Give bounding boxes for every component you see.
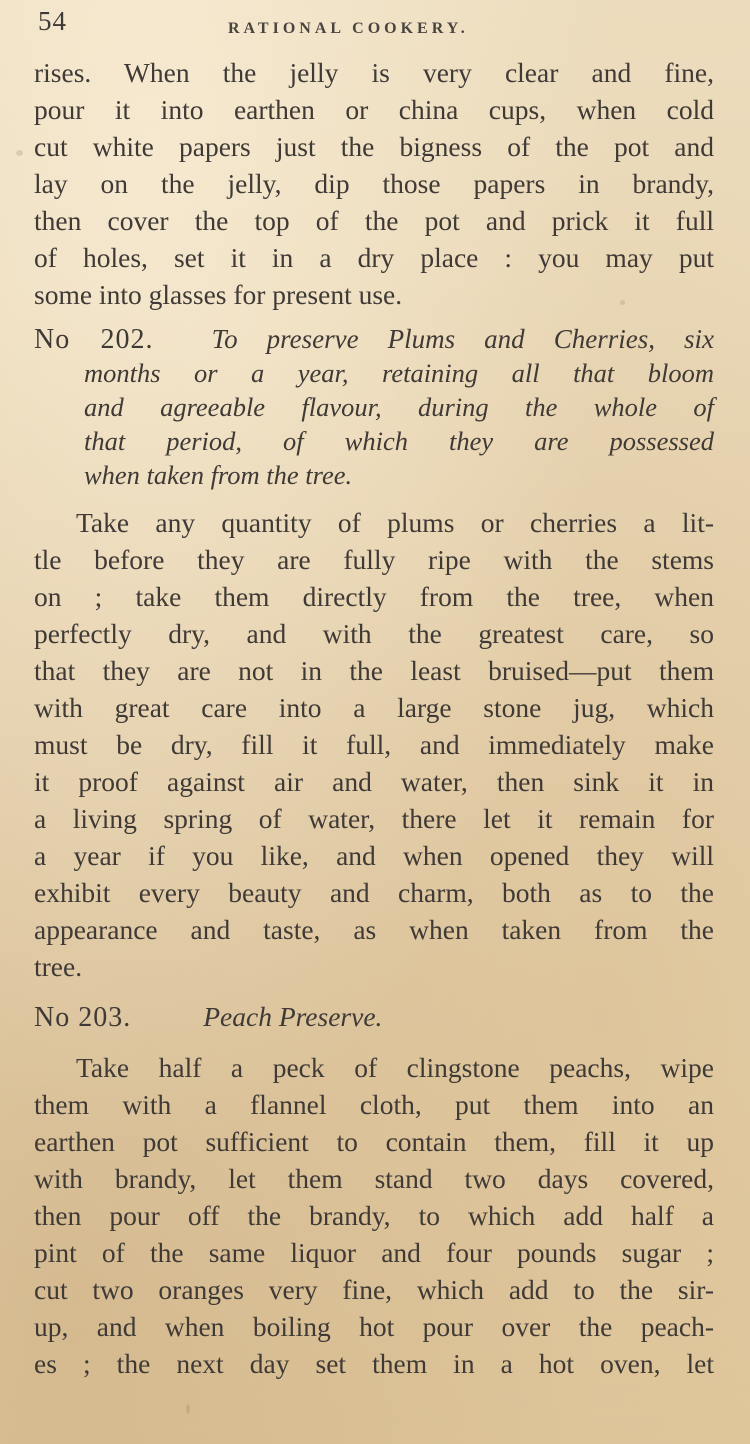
- recipe-203-body: [34, 1049, 714, 1382]
- text-line: Take half a peck of clingstone peachs, wipe: [76, 1052, 714, 1083]
- recipe-203-heading: [34, 997, 714, 1037]
- text-line: earthen pot sufficient to contain them, fill it up: [34, 1126, 714, 1157]
- recipe-202-number: No 202.: [34, 324, 154, 355]
- recipe-202-title-line: when taken from the tree.: [84, 460, 353, 490]
- page-text: [34, 54, 714, 1382]
- text-line: it proof against air and water, then sink it in: [34, 766, 714, 797]
- text-line: lay on the jelly, dip those papers in brandy,: [34, 168, 714, 199]
- recipe-202-body: [34, 504, 714, 985]
- text-line: some into glasses for present use.: [34, 279, 403, 310]
- text-line: that they are not in the least bruised—put them: [34, 655, 714, 686]
- text-line: with great care into a large stone jug, which: [34, 692, 714, 723]
- ink-speck: [16, 150, 23, 156]
- recipe-203-title: Peach Preserve.: [203, 1001, 383, 1032]
- running-head: RATIONAL COOKERY.: [228, 20, 469, 37]
- page-header: [38, 6, 720, 38]
- text-line: rises. When the jelly is very clear and fine,: [34, 57, 714, 88]
- text-line: a living spring of water, there let it remain for: [34, 803, 714, 834]
- ink-speck: [186, 1404, 190, 1414]
- text-line: es ; the next day set them in a hot oven, let: [34, 1348, 714, 1379]
- text-line: pour it into earthen or china cups, when cold: [34, 94, 714, 125]
- page-number: 54: [38, 6, 67, 36]
- recipe-203-number: No 203.: [34, 1002, 132, 1033]
- text-line: then pour off the brandy, to which add half a: [34, 1200, 714, 1231]
- recipe-202-title-start: To preserve Plums and Cherries, six: [211, 324, 714, 354]
- recipe-202-title-line: that period, of which they are possessed: [84, 426, 714, 456]
- text-line: then cover the top of the pot and prick it full: [34, 205, 714, 236]
- intro-paragraph: [34, 54, 714, 313]
- text-line: tree.: [34, 951, 83, 982]
- text-line: perfectly dry, and with the greatest care, so: [34, 618, 714, 649]
- recipe-202-title-line: months or a year, retaining all that bloom: [84, 358, 714, 388]
- recipe-202-heading: [34, 322, 714, 492]
- text-line: cut white papers just the bigness of the pot and: [34, 131, 714, 162]
- text-line: with brandy, let them stand two days covered,: [34, 1163, 714, 1194]
- text-line: appearance and taste, as when taken from the: [34, 914, 714, 945]
- text-line: up, and when boiling hot pour over the peach-: [34, 1311, 714, 1342]
- text-line: of holes, set it in a dry place : you may put: [34, 242, 714, 273]
- recipe-202-title-line: [34, 322, 714, 356]
- text-line: them with a flannel cloth, put them into an: [34, 1089, 714, 1120]
- text-line: tle before they are fully ripe with the stems: [34, 544, 714, 575]
- text-line: pint of the same liquor and four pounds sugar ;: [34, 1237, 714, 1268]
- text-line: cut two oranges very fine, which add to the sir-: [34, 1274, 714, 1305]
- text-line: must be dry, fill it full, and immediately make: [34, 729, 714, 760]
- recipe-202-title-line: and agreeable flavour, during the whole of: [84, 392, 714, 422]
- text-line: exhibit every beauty and charm, both as to the: [34, 877, 714, 908]
- text-line: a year if you like, and when opened they will: [34, 840, 714, 871]
- text-line: Take any quantity of plums or cherries a lit-: [76, 507, 714, 538]
- text-line: on ; take them directly from the tree, when: [34, 581, 714, 612]
